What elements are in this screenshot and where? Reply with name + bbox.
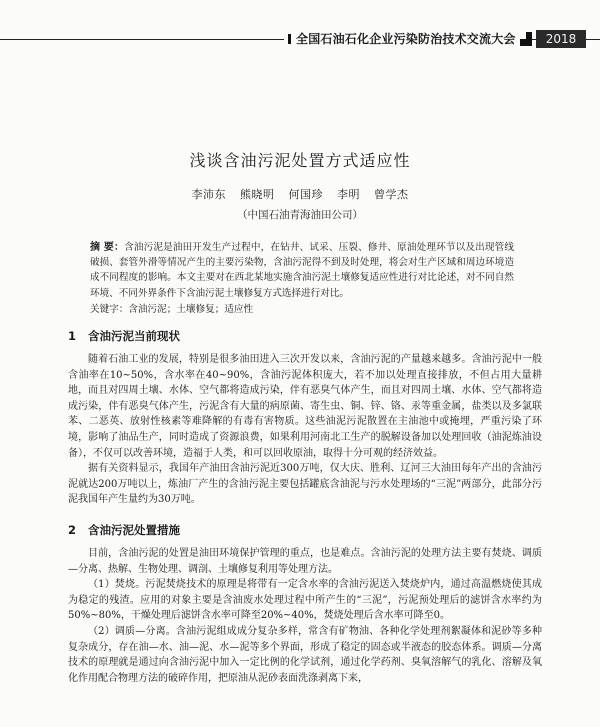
paper-affiliation: （中国石油青海油田公司） (237, 209, 363, 221)
steps-icon (520, 32, 532, 46)
conference-name (284, 30, 522, 48)
year-badge: 2018 (536, 30, 586, 48)
running-header (0, 30, 600, 48)
paragraph: （1）焚烧。污泥焚烧技术的原理是将带有一定含水率的含油污泥送入焚烧炉内，通过高温燃烧使其成为稳定的残渣。应用的对象主要是含油废水处理过程中所产生的“三泥”，污泥预处理后的滤饼含水率约为50%~80%，干燥处理后滤饼含水率可降至20%~40%，焚烧处理后含水率可降至0。 (68, 579, 542, 622)
paragraph: 随着石油工业的发展，特别是很多油田进入三次开发以来，含油污泥的产量越来越多。含油污泥中一般含油率在10~50%，含水率在40~90%，含油污泥体积庞大，若不加以处理直接排放，不但占用大量耕地，而且对四周土壤、水体、空气都将造成污染，伴有恶臭气体产生，而且对四周土壤、水体、空气都将造成污染，伴有恶臭气体产生，污泥含有大量的病原菌、寄生虫、铜、锌、铬、汞等重金属，盐类以及多氯联苯、二恶英、放射性核素等难降解的有毒有害物质。这些油泥污泥散置在主油池中或掩埋，严重污染了环境，影响了油品生产，同时造成了资源浪费，如果利用河南北工生产的脱解设备加以处理回收（油泥炼油设备），不仅可以改善环境，造福于人类，和可以回收原油，取得十分可观的经济效益。 (68, 354, 542, 459)
section-heading-1 (68, 328, 180, 344)
section-title: 含油污泥当前现状 (88, 329, 180, 343)
keywords (90, 302, 514, 317)
abstract-label: 摘 要： (90, 242, 125, 253)
section-number: 2 (68, 523, 77, 537)
section-body-2 (68, 546, 542, 686)
paragraph: 目前，含油污泥的处置是油田环境保护管理的重点，也是难点。含油污泥的处理方法主要有焚烧、调质—分离、热解、生物处理、调剖、土壤修复利用等处理方法。 (68, 548, 542, 575)
section-body-1 (68, 352, 542, 508)
section-title: 含油污泥处置措施 (88, 523, 180, 537)
conference-title: 全国石油石化企业污染防治技术交流大会 (296, 32, 516, 46)
section-number: 1 (68, 329, 77, 343)
paragraph: （2）调质—分离。含油污泥组成成分复杂多样，常含有矿物油、各种化学处理剂絮凝体和泥砂等多种复杂成分，存在油—水、油—泥、水—泥等多个界面，形成了稳定的固态或半液态的胶态体系。调质—分离技术的原理就是通过向含油污泥中加入一定比例的化学试剂，通过化学药剂、臭氧溶解气的乳化、溶解及氧化作用配合物理方法的破碎作用，把原油从泥砂表面洗涤剥离下来， (68, 625, 542, 684)
paragraph: 据有关资料显示，我国年产油田含油污泥近300万吨，仅大庆、胜利、辽河三大油田每年产出的含油污泥就达200万吨以上，炼油厂产生的含油污泥主要包括罐底含油泥与污水处理场的“三泥”两部分，此部分污泥我国年产生量约为30万吨。 (68, 463, 542, 506)
paper-title: 浅谈含油污泥处置方式适应性 (189, 151, 411, 170)
abstract (90, 240, 514, 301)
keywords-label: 关键字： (90, 304, 129, 315)
keywords-text: 含油污泥；土壤修复；适应性 (128, 304, 254, 315)
header-mark-icon (288, 34, 291, 44)
section-heading-2 (68, 522, 180, 538)
abstract-text: 含油污泥是油田开发生产过程中，在钻井、试采、压裂、修井、原油处理环节以及出现管线破损、套管外滑等情况产生的主要污染物，含油污泥得不到及时处理，将会对生产区域和周边环境造成不同程度的影响。本文主要对在西北某地实施含油污泥土壤修复适应性进行对比论述，对不同自然环境、不同外界条件下含油污泥土壤修复方式选择进行对比。 (90, 242, 515, 299)
paper-authors: 李沛东 熊晓明 何国珍 李明 曾学杰 (191, 188, 409, 201)
